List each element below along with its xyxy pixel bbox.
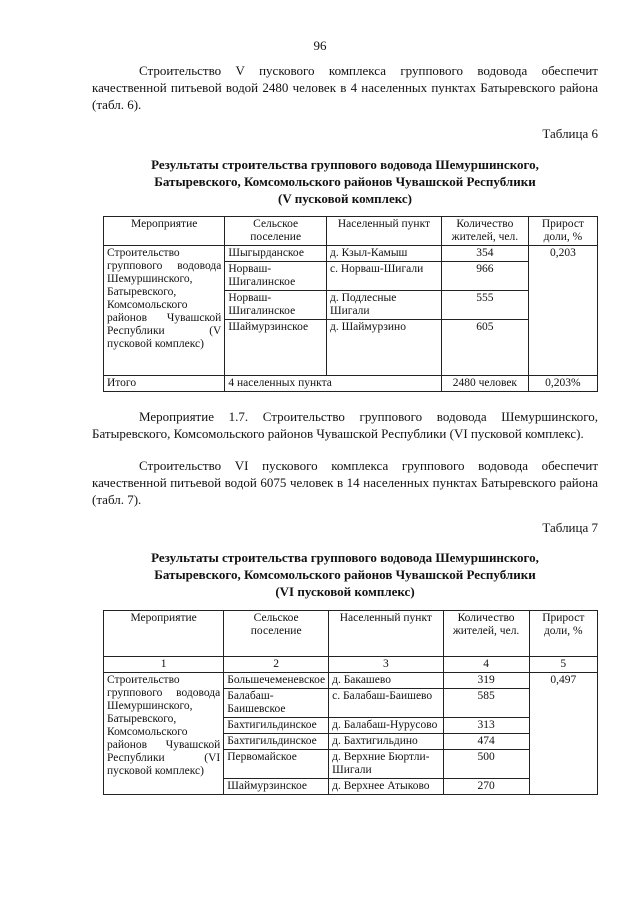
- activity-cell: Строительство группового водовода Шемуршинского, Батыревского, Комсомольского районов Чувашской Республики (V пусковой комплекс): [104, 246, 225, 376]
- table7: [103, 610, 598, 795]
- settlement-cell: Первомайское: [224, 750, 329, 779]
- activity-1-7-paragraph: Мероприятие 1.7. Строительство группового водовода Шемуршинского, Батыревского, Комсомольского районов Чувашской Республики (VI пусковой комплекс).: [92, 409, 598, 441]
- table7-title-line: Результаты строительства группового водовода Шемуршинского,: [151, 550, 539, 565]
- table6-title-line: (V пусковой комплекс): [277, 191, 412, 206]
- locality-cell: с. Норваш-Шигали: [326, 262, 441, 291]
- header-residents: Количество жителей, чел.: [443, 611, 529, 657]
- settlement-cell: Большечеменевское: [224, 673, 329, 689]
- settlement-cell: Шаймурзинское: [225, 320, 327, 376]
- locality-cell: д. Верхнее Атыково: [329, 779, 443, 795]
- locality-cell: д. Подлесные Шигали: [326, 291, 441, 320]
- total-localities: 4 населенных пункта: [225, 376, 442, 392]
- vi-complex-paragraph: Строительство VI пускового комплекса группового водовода обеспечит качественной питьевой водой 6075 человек в 14 населенных пунктах Батыревского района (табл. 7).: [92, 458, 598, 507]
- table6-total-row: [104, 376, 598, 392]
- residents-cell: 474: [443, 734, 529, 750]
- table6-title-line: Батыревского, Комсомольского районов Чувашской Республики: [154, 174, 536, 189]
- settlement-cell: Норваш-Шигалинское: [225, 262, 327, 291]
- locality-cell: д. Бахтигильдино: [329, 734, 443, 750]
- total-label: Итого: [104, 376, 225, 392]
- locality-cell: д. Шаймурзино: [326, 320, 441, 376]
- residents-cell: 605: [441, 320, 528, 376]
- table6-caption: Таблица 6: [542, 126, 598, 141]
- residents-cell: 270: [443, 779, 529, 795]
- table6-header-row: [104, 217, 598, 246]
- settlement-cell: Шаймурзинское: [224, 779, 329, 795]
- settlement-cell: Шыгырданское: [225, 246, 327, 262]
- residents-cell: 585: [443, 689, 529, 718]
- header-activity: Мероприятие: [104, 217, 225, 246]
- column-number: 2: [224, 657, 329, 673]
- growth-cell: 0,203: [528, 246, 597, 376]
- table6-title: [92, 156, 598, 207]
- table-row: [104, 673, 598, 689]
- header-settlement: Сельское поселение: [224, 611, 329, 657]
- header-locality: Населенный пункт: [329, 611, 443, 657]
- intro-paragraph: Строительство V пускового комплекса группового водовода обеспечит качественной питьевой водой 2480 человек в 4 населенных пунктах Батыревского района (табл. 6).: [92, 63, 598, 112]
- header-settlement: Сельское поселение: [225, 217, 327, 246]
- table6: [103, 216, 598, 392]
- residents-cell: 354: [441, 246, 528, 262]
- table7-header-row: [104, 611, 598, 657]
- table6-title-line: Результаты строительства группового водовода Шемуршинского,: [151, 157, 539, 172]
- locality-cell: д. Верхние Бюртли-Шигали: [329, 750, 443, 779]
- header-locality: Населенный пункт: [326, 217, 441, 246]
- locality-cell: с. Балабаш-Баишево: [329, 689, 443, 718]
- growth-cell: 0,497: [529, 673, 597, 795]
- column-number: 3: [329, 657, 443, 673]
- column-number: 1: [104, 657, 224, 673]
- total-residents: 2480 человек: [441, 376, 528, 392]
- table7-caption: Таблица 7: [542, 520, 598, 535]
- settlement-cell: Балабаш-Баишевское: [224, 689, 329, 718]
- total-growth: 0,203%: [528, 376, 597, 392]
- column-number: 5: [529, 657, 597, 673]
- table7-title-line: Батыревского, Комсомольского районов Чувашской Республики: [154, 567, 536, 582]
- header-activity: Мероприятие: [104, 611, 224, 657]
- settlement-cell: Норваш-Шигалинское: [225, 291, 327, 320]
- activity-cell: Строительство группового водовода Шемуршинского, Батыревского, Комсомольского районов Чувашской Республики (VI пусковой комплекс): [104, 673, 224, 795]
- table7-column-numbers: [104, 657, 598, 673]
- header-growth: Прирост доли, %: [529, 611, 597, 657]
- locality-cell: д. Кзыл-Камыш: [326, 246, 441, 262]
- table7-title: [92, 549, 598, 600]
- header-growth: Прирост доли, %: [528, 217, 597, 246]
- residents-cell: 319: [443, 673, 529, 689]
- header-residents: Количество жителей, чел.: [441, 217, 528, 246]
- residents-cell: 966: [441, 262, 528, 291]
- table-row: [104, 246, 598, 262]
- residents-cell: 313: [443, 718, 529, 734]
- locality-cell: д. Бакашево: [329, 673, 443, 689]
- settlement-cell: Бахтигильдинское: [224, 718, 329, 734]
- residents-cell: 500: [443, 750, 529, 779]
- locality-cell: д. Балабаш-Нурусово: [329, 718, 443, 734]
- page-number: 96: [313, 38, 327, 53]
- table7-title-line: (VI пусковой комплекс): [275, 584, 415, 599]
- residents-cell: 555: [441, 291, 528, 320]
- settlement-cell: Бахтигильдинское: [224, 734, 329, 750]
- column-number: 4: [443, 657, 529, 673]
